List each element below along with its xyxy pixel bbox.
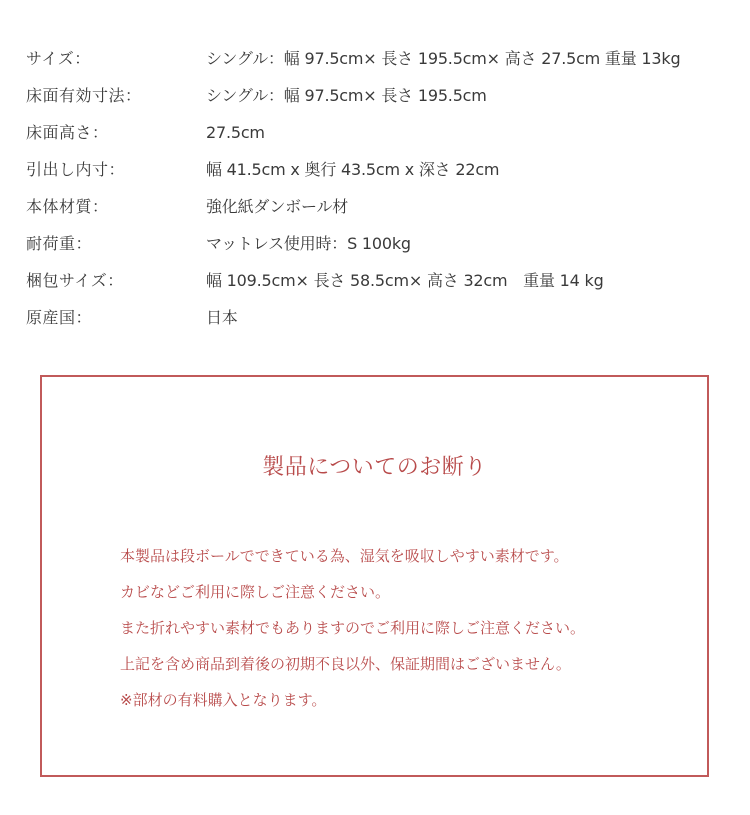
- spec-row-size: [26, 40, 736, 77]
- product-disclaimer-box: [40, 375, 709, 777]
- spec-row-floor-height: [26, 114, 736, 151]
- spec-row-drawer-inner-size: [26, 151, 736, 188]
- spec-row-country-of-origin: [26, 299, 736, 336]
- spec-label: サイズ：: [26, 48, 91, 68]
- spec-label: 引出し内寸：: [26, 159, 126, 179]
- spec-label: 床面有効寸法：: [26, 85, 142, 105]
- spec-value: 幅 109.5cm× 長さ 58.5cm× 高さ 32cm 重量 14 kg: [206, 270, 604, 290]
- disclaimer-title: 製品についてのお断り: [262, 455, 487, 480]
- spec-row-load-capacity: [26, 225, 736, 262]
- spec-value: マットレス使用時：S 100kg: [206, 233, 411, 253]
- spec-value: 幅 41.5cm x 奥行 43.5cm x 深さ 22cm: [206, 159, 500, 179]
- spec-label: 梱包サイズ：: [26, 270, 124, 290]
- spec-label: 本体材質：: [26, 196, 109, 216]
- spec-list: [26, 40, 736, 336]
- spec-value: 強化紙ダンボール材: [206, 196, 349, 216]
- spec-row-package-size: [26, 262, 736, 299]
- disclaimer-line: 上記を含め商品到着後の初期不良以外、保証期間はございません。: [120, 654, 571, 673]
- spec-label: 原産国：: [26, 307, 93, 327]
- spec-row-floor-dimensions: [26, 77, 736, 114]
- spec-label: 耐荷重：: [26, 233, 93, 253]
- disclaimer-line: 本製品は段ボールでできている為、湿気を吸収しやすい素材です。: [120, 546, 569, 565]
- spec-value: シングル：幅 97.5cm× 長さ 195.5cm: [206, 85, 487, 105]
- disclaimer-line: また折れやすい素材でもありますのでご利用に際しご注意ください。: [120, 618, 586, 637]
- spec-label: 床面高さ：: [26, 122, 109, 142]
- spec-value: 27.5cm: [206, 122, 265, 142]
- spec-value: シングル：幅 97.5cm× 長さ 195.5cm× 高さ 27.5cm 重量 13kg: [206, 48, 681, 68]
- disclaimer-line: カビなどご利用に際しご注意ください。: [120, 582, 391, 601]
- spec-value: 日本: [206, 307, 238, 327]
- disclaimer-line: ※部材の有料購入となります。: [120, 690, 327, 709]
- disclaimer-text: [120, 537, 680, 717]
- spec-row-material: [26, 188, 736, 225]
